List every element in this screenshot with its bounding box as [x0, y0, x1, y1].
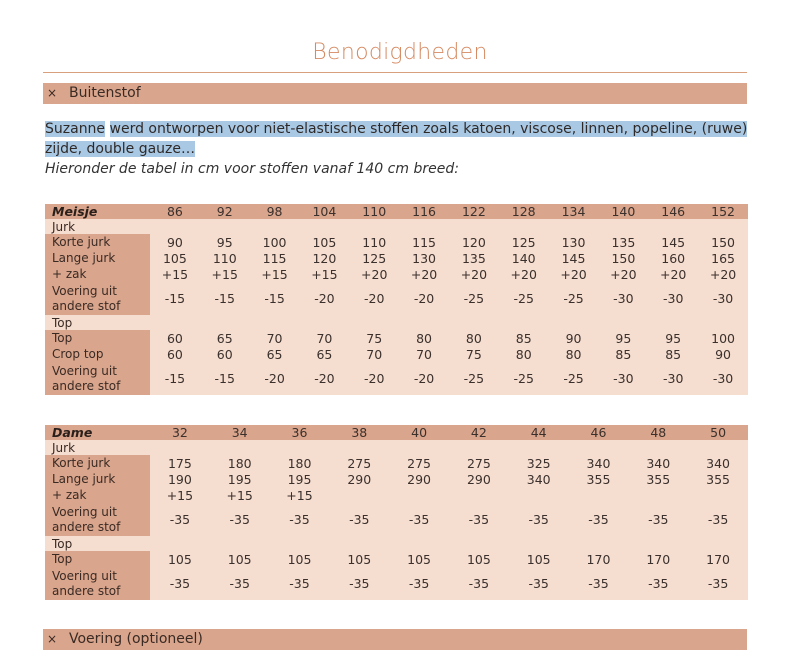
table-cell: -20	[349, 362, 399, 395]
table-cell: -25	[549, 282, 599, 315]
size-header: 122	[449, 204, 499, 219]
table-cell: 355	[688, 471, 748, 487]
table-cell: 70	[250, 330, 300, 346]
table-row	[45, 234, 748, 250]
table-cell: 115	[399, 234, 449, 250]
table-cell: -35	[210, 567, 270, 600]
spacer	[105, 121, 109, 137]
table-cell: -25	[499, 362, 549, 395]
table-cell: 150	[698, 234, 748, 250]
table-cell: -35	[628, 567, 688, 600]
row-label: Lange jurk	[45, 250, 150, 266]
table-cell: 80	[549, 346, 599, 362]
table-cell: +20	[598, 266, 648, 282]
table-cell: 85	[499, 330, 549, 346]
row-label: Top	[45, 551, 150, 567]
table-row	[45, 362, 748, 395]
row-label: Voering uit andere stof	[45, 503, 150, 536]
table-cell: 95	[648, 330, 698, 346]
table-cell: 105	[329, 551, 389, 567]
table-cell: -35	[569, 503, 629, 536]
size-header: 116	[399, 204, 449, 219]
group-label: Top	[45, 536, 150, 551]
section-label: Voering (optioneel)	[69, 631, 203, 647]
table-cell: -25	[449, 282, 499, 315]
size-header: 98	[250, 204, 300, 219]
table-cell: -25	[499, 282, 549, 315]
table-cell	[688, 487, 748, 503]
size-header: 110	[349, 204, 399, 219]
table-row	[45, 471, 748, 487]
table-cell: -15	[150, 362, 200, 395]
table-cell: 105	[449, 551, 509, 567]
row-label: + zak	[45, 266, 150, 282]
table-cell: 150	[598, 250, 648, 266]
table-cell: 355	[628, 471, 688, 487]
highlight-description: werd ontworpen voor niet-elastische stoffen zoals katoen, viscose, linnen, popeline, (ruwe) zijde, double gauze…	[45, 121, 748, 157]
table-cell: -35	[449, 567, 509, 600]
table-cell: 60	[150, 346, 200, 362]
table-cell: 90	[698, 346, 748, 362]
table-cell: 170	[628, 551, 688, 567]
table-row	[45, 250, 748, 266]
size-header: 34	[210, 425, 270, 440]
table-cell: 175	[150, 455, 210, 471]
title-divider	[43, 72, 747, 73]
table-cell: 140	[499, 250, 549, 266]
table-cell: -35	[150, 567, 210, 600]
group-row	[45, 219, 748, 234]
table-cell: -20	[349, 282, 399, 315]
table-cell: 170	[569, 551, 629, 567]
table-cell: -30	[698, 282, 748, 315]
row-label: Voering uit andere stof	[45, 282, 150, 315]
table-cell: 290	[449, 471, 509, 487]
table-cell: +15	[150, 487, 210, 503]
table-row	[45, 567, 748, 600]
table-cell	[509, 487, 569, 503]
table-cell: 100	[250, 234, 300, 250]
row-label: + zak	[45, 487, 150, 503]
table-cell: 340	[628, 455, 688, 471]
table-cell: 120	[299, 250, 349, 266]
table-cell: 340	[569, 455, 629, 471]
table-cell: 145	[549, 250, 599, 266]
table-cell: -35	[329, 567, 389, 600]
table-cell: -25	[549, 362, 599, 395]
row-label: Lange jurk	[45, 471, 150, 487]
size-header: 46	[569, 425, 629, 440]
row-label: Korte jurk	[45, 234, 150, 250]
table-cell: 60	[200, 346, 250, 362]
table-cell: 190	[150, 471, 210, 487]
table-cell: -35	[449, 503, 509, 536]
table-cell: 65	[299, 346, 349, 362]
table-cell: 115	[250, 250, 300, 266]
size-table-meisje	[45, 204, 748, 395]
size-header: 128	[499, 204, 549, 219]
table-cell: +15	[150, 266, 200, 282]
table-cell: -20	[299, 362, 349, 395]
table-cell: 85	[648, 346, 698, 362]
table-caption: Hieronder de tabel in cm voor stoffen vanaf 140 cm breed:	[45, 161, 459, 177]
table-cell: -30	[598, 362, 648, 395]
group-row	[45, 536, 748, 551]
table-row	[45, 503, 748, 536]
table-cell: +20	[399, 266, 449, 282]
table-header-label: Meisje	[45, 204, 150, 219]
table-cell: 275	[449, 455, 509, 471]
table-row	[45, 330, 748, 346]
table-cell: 195	[210, 471, 270, 487]
section-header-buitenstof[interactable]	[43, 83, 747, 104]
table-cell: 70	[399, 346, 449, 362]
table-cell: +15	[250, 266, 300, 282]
group-label: Jurk	[45, 219, 150, 234]
table-cell: -30	[598, 282, 648, 315]
size-header: 40	[389, 425, 449, 440]
table-cell: 65	[200, 330, 250, 346]
table-header-label: Dame	[45, 425, 150, 440]
table-row	[45, 487, 748, 503]
table-cell: +15	[270, 487, 330, 503]
table-cell: 195	[270, 471, 330, 487]
table-cell: -30	[648, 282, 698, 315]
size-table-dame	[45, 425, 748, 600]
size-header: 152	[698, 204, 748, 219]
intro-text	[45, 119, 755, 159]
table-cell: -35	[628, 503, 688, 536]
table-cell: -35	[270, 567, 330, 600]
row-label: Crop top	[45, 346, 150, 362]
table-cell	[329, 487, 389, 503]
section-header-voering[interactable]	[43, 629, 747, 650]
row-label: Voering uit andere stof	[45, 362, 150, 395]
table-cell: 80	[449, 330, 499, 346]
table-cell: -20	[399, 362, 449, 395]
table-cell: +15	[210, 487, 270, 503]
table-cell: -35	[389, 567, 449, 600]
table-cell: 90	[549, 330, 599, 346]
size-header: 38	[329, 425, 389, 440]
size-header: 42	[449, 425, 509, 440]
table-cell: 355	[569, 471, 629, 487]
table-cell: -30	[698, 362, 748, 395]
table-cell: 130	[399, 250, 449, 266]
table-cell: 180	[210, 455, 270, 471]
table-cell: 135	[449, 250, 499, 266]
section-label: Buitenstof	[69, 85, 141, 101]
table-cell: -15	[200, 362, 250, 395]
group-label: Top	[45, 315, 150, 330]
row-label: Korte jurk	[45, 455, 150, 471]
table-cell: -15	[250, 282, 300, 315]
table-row	[45, 551, 748, 567]
table-cell: +20	[549, 266, 599, 282]
table-cell: 170	[688, 551, 748, 567]
table-cell: 120	[449, 234, 499, 250]
table-cell: -20	[299, 282, 349, 315]
size-header: 50	[688, 425, 748, 440]
table-header-row	[45, 425, 748, 440]
size-header: 32	[150, 425, 210, 440]
table-cell: 70	[299, 330, 349, 346]
table-row	[45, 455, 748, 471]
row-label: Top	[45, 330, 150, 346]
page-title: Benodigdheden	[312, 40, 488, 65]
size-header: 36	[270, 425, 330, 440]
table-cell: 105	[210, 551, 270, 567]
table-cell: 95	[598, 330, 648, 346]
table-cell: 340	[509, 471, 569, 487]
table-cell: -35	[270, 503, 330, 536]
table-cell: -15	[200, 282, 250, 315]
group-fill	[150, 315, 748, 330]
table-cell: +20	[349, 266, 399, 282]
size-header: 92	[200, 204, 250, 219]
table-cell: -35	[150, 503, 210, 536]
table-cell: 90	[150, 234, 200, 250]
table-cell: 105	[299, 234, 349, 250]
table-cell: 275	[389, 455, 449, 471]
table-cell: +20	[499, 266, 549, 282]
size-header: 86	[150, 204, 200, 219]
table-cell: 105	[150, 551, 210, 567]
table-cell: -15	[150, 282, 200, 315]
table-cell: -20	[250, 362, 300, 395]
close-icon: ×	[47, 86, 58, 100]
table-cell: 65	[250, 346, 300, 362]
table-cell: 125	[499, 234, 549, 250]
table-cell: 75	[449, 346, 499, 362]
table-cell: 105	[389, 551, 449, 567]
table-cell: 325	[509, 455, 569, 471]
table-cell	[449, 487, 509, 503]
close-icon: ×	[47, 632, 58, 646]
table-cell	[569, 487, 629, 503]
table-cell: -30	[648, 362, 698, 395]
table-cell: +15	[299, 266, 349, 282]
table-cell: 145	[648, 234, 698, 250]
size-header: 146	[648, 204, 698, 219]
table-cell: -35	[509, 503, 569, 536]
group-row	[45, 315, 748, 330]
table-cell: -35	[210, 503, 270, 536]
table-cell: 80	[499, 346, 549, 362]
table-cell: 60	[150, 330, 200, 346]
table-cell: 110	[349, 234, 399, 250]
table-cell: 180	[270, 455, 330, 471]
group-label: Jurk	[45, 440, 150, 455]
size-header: 104	[299, 204, 349, 219]
table-cell: -35	[688, 503, 748, 536]
table-cell: 110	[200, 250, 250, 266]
table-cell: 105	[150, 250, 200, 266]
size-header: 48	[628, 425, 688, 440]
table-cell: +20	[449, 266, 499, 282]
table-row	[45, 282, 748, 315]
row-label: Voering uit andere stof	[45, 567, 150, 600]
table-cell: 290	[329, 471, 389, 487]
table-cell: -25	[449, 362, 499, 395]
table-header-row	[45, 204, 748, 219]
table-cell: -35	[329, 503, 389, 536]
table-cell: 70	[349, 346, 399, 362]
table-cell: 105	[509, 551, 569, 567]
group-row	[45, 440, 748, 455]
table-cell: -20	[399, 282, 449, 315]
table-cell: -35	[509, 567, 569, 600]
table-cell: +20	[648, 266, 698, 282]
table-cell: 290	[389, 471, 449, 487]
group-fill	[150, 440, 748, 455]
group-fill	[150, 536, 748, 551]
table-cell: -35	[569, 567, 629, 600]
table-cell: 75	[349, 330, 399, 346]
table-cell: 105	[270, 551, 330, 567]
table-cell: 95	[200, 234, 250, 250]
table-row	[45, 346, 748, 362]
table-cell: 160	[648, 250, 698, 266]
table-cell: 125	[349, 250, 399, 266]
size-header: 134	[549, 204, 599, 219]
table-cell: 275	[329, 455, 389, 471]
table-cell: 340	[688, 455, 748, 471]
table-cell: 135	[598, 234, 648, 250]
table-cell: 85	[598, 346, 648, 362]
table-cell: +15	[200, 266, 250, 282]
table-row	[45, 266, 748, 282]
table-cell: -35	[389, 503, 449, 536]
size-header: 140	[598, 204, 648, 219]
table-cell	[628, 487, 688, 503]
table-cell: 80	[399, 330, 449, 346]
group-fill	[150, 219, 748, 234]
size-header: 44	[509, 425, 569, 440]
table-cell: 100	[698, 330, 748, 346]
table-cell: -35	[688, 567, 748, 600]
table-cell	[389, 487, 449, 503]
highlight-name: Suzanne	[45, 121, 106, 137]
table-cell: 165	[698, 250, 748, 266]
table-cell: +20	[698, 266, 748, 282]
table-cell: 130	[549, 234, 599, 250]
